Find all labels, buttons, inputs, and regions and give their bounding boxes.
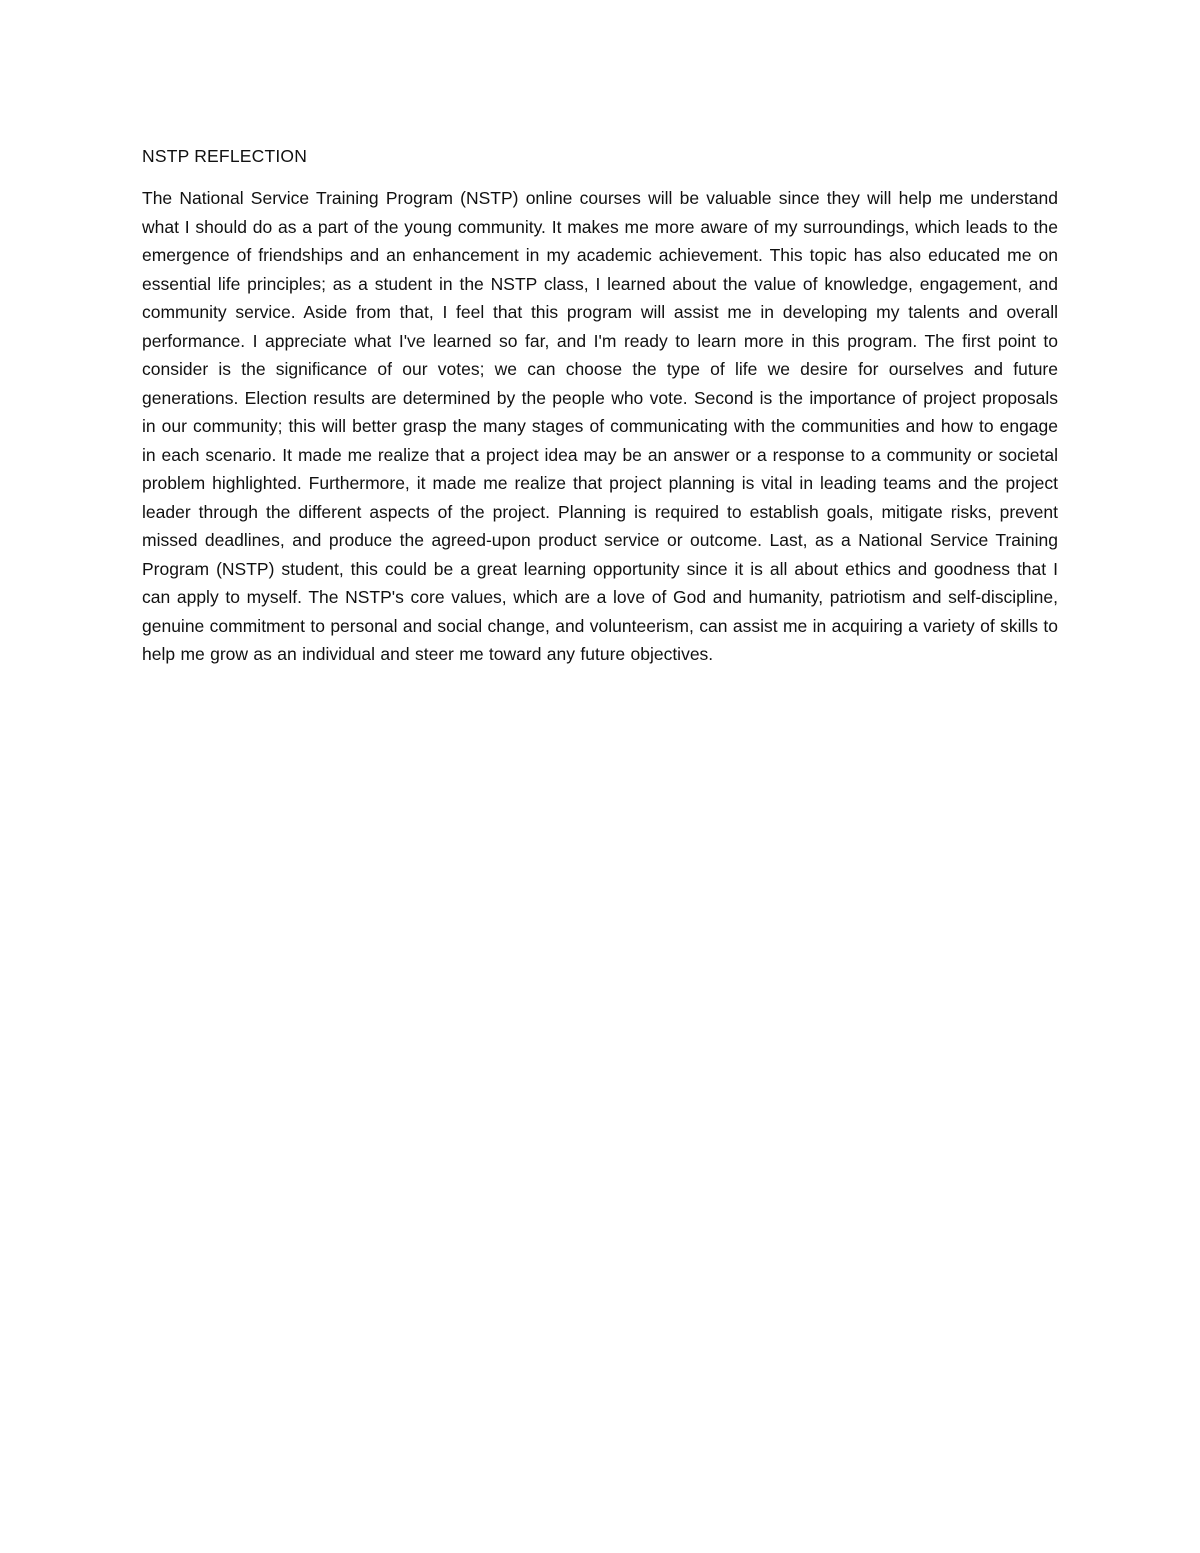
document-body-paragraph: The National Service Training Program (NSTP) online courses will be valuable since they will help me understand what I should do as a part of the young community. It makes me more aware of my surroundings, which leads to the emergence of friendships and an enhancement in my academic achievement. This topic has also educated me on essential life principles; as a student in the NSTP class, I learned about the value of knowledge, engagement, and community service. Aside from that, I feel that this program will assist me in developing my talents and overall performance. I appreciate what I've learned so far, and I'm ready to learn more in this program. The first point to consider is the significance of our votes; we can choose the type of life we desire for ourselves and future generations. Election results are determined by the people who vote. Second is the importance of project proposals in our community; this will better grasp the many stages of communicating with the communities and how to engage in each scenario. It made me realize that a project idea may be an answer or a response to a community or societal problem highlighted. Furthermore, it made me realize that project planning is vital in leading teams and the project leader through the different aspects of the project. Planning is required to establish goals, mitigate risks, prevent missed deadlines, and produce the agreed-upon product service or outcome. Last, as a National Service Training Program (NSTP) student, this could be a great learning opportunity since it is all about ethics and goodness that I can apply to myself. The NSTP's core values, which are a love of God and humanity, patriotism and self-discipline, genuine commitment to personal and social change, and volunteerism, can assist me in acquiring a variety of skills to help me grow as an individual and steer me toward any future objectives. xyxy=(142,188,1058,664)
document-title: NSTP REFLECTION xyxy=(142,146,308,166)
document-content xyxy=(142,140,1058,669)
